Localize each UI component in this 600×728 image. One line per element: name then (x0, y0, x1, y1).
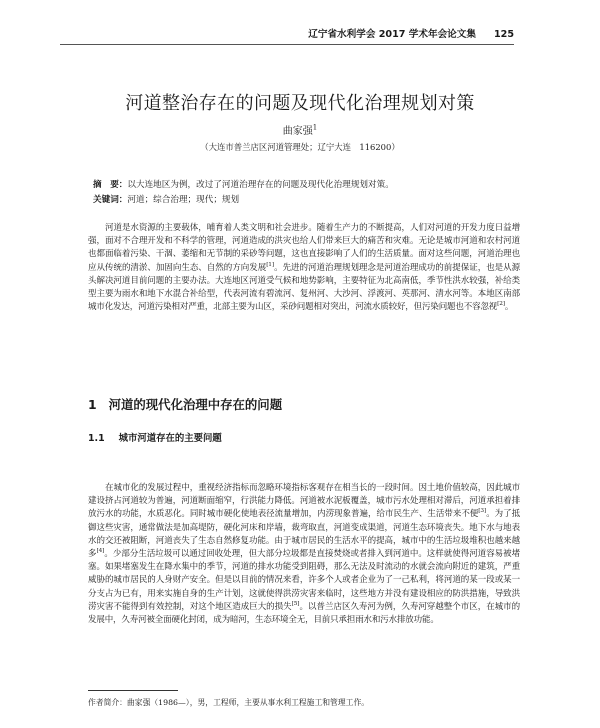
author-affiliation: （大连市普兰店区河道管理处；辽宁大连 116200） (200, 142, 400, 152)
subsection-title: 城市河道存在的主要问题 (118, 433, 222, 444)
running-header (60, 26, 514, 45)
citation-ref-3: [3] (478, 508, 487, 515)
citation-ref-1: [1] (266, 261, 274, 268)
author-name: 曲家强 (282, 126, 313, 137)
author-line (0, 122, 600, 137)
citation-ref-5: [5] (291, 601, 300, 607)
section-number: 1 (88, 397, 97, 412)
subsection-heading (88, 430, 222, 444)
abstract-text: 以大连地区为例，改过了河道治理存在的问题及现代化治理规划对策。 (127, 180, 394, 190)
footnote-divider (88, 690, 178, 691)
page-number: 125 (493, 29, 514, 40)
keywords-label: 关键词： (93, 195, 128, 205)
section-text-b: 。为了抵御这些灾害，通常做法是加高堤防，硬化河床和岸墙，裁弯取直，河道变成渠道，河道生态环境丧失。地下水与地表水的交还被阻断，河道丧失了生态自然修复功能。由于城市居民的生活水平的提高，城市中的生活垃圾堆积也越来越多 (88, 509, 521, 560)
running-title: 辽宁省水利学会 2017 学术年会论文集 (308, 29, 476, 40)
keywords-text: 河道；综合治理；现代；规划 (127, 195, 240, 205)
citation-ref-4: [4] (96, 548, 105, 555)
subsection-number: 1.1 (88, 433, 105, 444)
intro-text-c: 。 (504, 302, 514, 313)
paper-title: 河道整治存在的问题及现代化治理规划对策 (125, 93, 475, 114)
intro-text-b: 。先进的河道治理规划理念是河道治理成功的前提保证，也是从源头解决河道目前问题的主要办法。大连地区河道受气候和地势影响，主要特征为北高南低，季节性洪水较强，补给类型主要为雨水和地下水混合补给型，代表河流有碧流河、复州河、大沙河、浮渡河、英那河、清水河等。本地区南部城市化发达，河道污染相对严重，北部主要为山区，采砂问题相对突出，河流水质较好，但污染问题也不容忽视 (88, 262, 521, 313)
section-text-a: 在城市化的发展过程中，重视经济指标而忽略环境指标客观存在相当长的一段时间。因土地价值较高，因此城市建设挤占河道较为普遍，河道断面缩窄，行洪能力降低。河道被水泥板覆盖，城市污水处理相对滞后，河道承担着排放污水的功能，水质恶化。同时城市硬化使地表径流量增加，内涝现象普遍，给市民生产、生活带来不便 (88, 483, 520, 520)
author-superscript: 1 (312, 123, 318, 132)
section-text-d: 。以普兰店区久寿河为例，久寿河穿越整个市区，在城市的发展中，久寿河被全面硬化封闭，成为暗河，生态环境全无，目前只承担雨水和污水排放功能。 (88, 601, 521, 626)
citation-ref-2: [2] (497, 301, 505, 308)
abstract (93, 178, 520, 190)
section-heading (88, 395, 282, 413)
intro-paragraph (88, 222, 520, 314)
keywords (93, 193, 520, 205)
section-paragraph (88, 482, 520, 627)
section-title: 河道的现代化治理中存在的问题 (108, 397, 283, 412)
author-footnote: 作者简介：曲家强（1986—），男，工程师，主要从事水利工程施工和管理工作。 (88, 698, 370, 707)
section-text-c: 。少部分生活垃圾可以通过回收处理，但大部分垃圾都是直接焚烧或者排入到河道中。这样就使得河道容易被堵塞。如果堵塞发生在降水集中的季节，河道的排水功能受到阻碍，那么无法及时流动的水就会流向附近的建筑，严重威胁的城市居民的人身财产安全。但是以目前的情况来看，许多个人或者企业为了一己私利，将河道的某一段或某一分支占为已有，用来实施自身的生产计划，这就使得洪涝灾害来临时，这些地方并没有建设相应的防洪措施，导致洪涝灾害不能得到有效控制，对这个地区造成巨大的损失 (88, 549, 521, 612)
abstract-label: 摘 要： (93, 180, 128, 190)
intro-text-a: 河道是水资源的主要载体，哺育着人类文明和社会进步。随着生产力的不断提高，人们对河道的开发力度日益增强，面对不合理开发和不科学的管理，河道造成的洪灾也给人们带来巨大的痛苦和灾难。无论是城市河道和农村河道也都面临着污染、干涸、萎缩和无节制的采砂等问题，这也直接影响了人们的生活质量。面对这些问题，河道治理也应从传统的清淤、加固向生态、自然的方向发展 (88, 223, 520, 273)
